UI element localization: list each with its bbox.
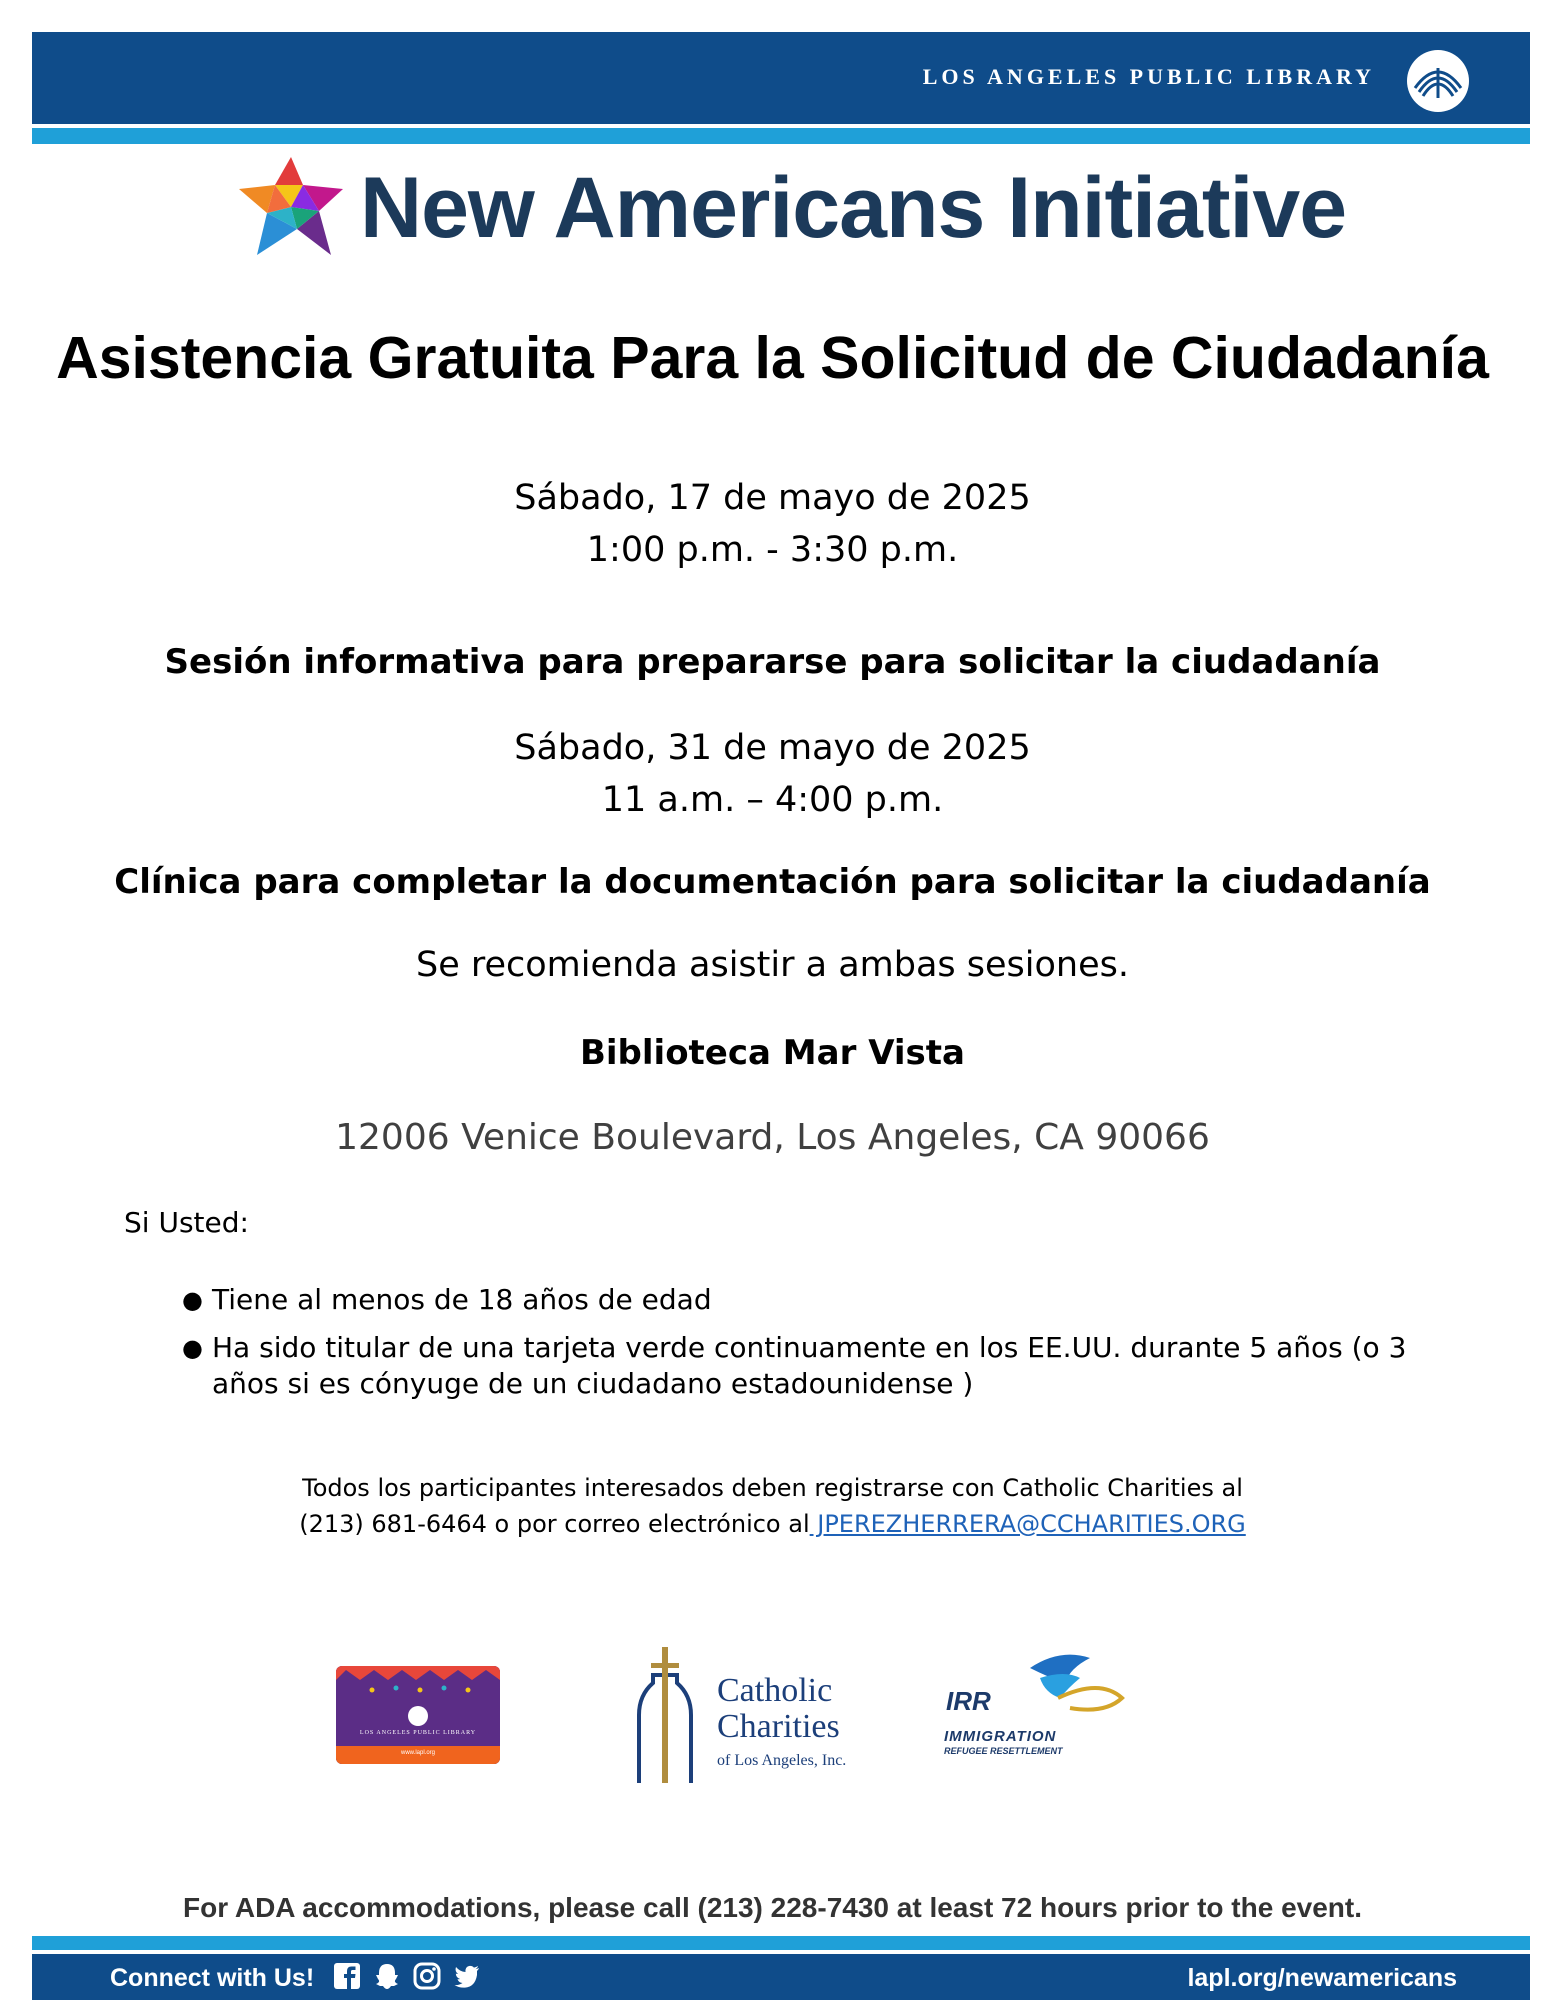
eligibility-list [182,1282,1452,1414]
eligibility-heading: Si Usted: [124,1206,249,1239]
bullet-icon: ● [182,1334,203,1362]
lapl-card-name: LOS ANGELES PUBLIC LIBRARY [359,1730,477,1736]
irr-logo [940,1648,1130,1768]
multicolor-star-icon [235,155,347,259]
session2-name: Clínica para completar la documentación para solicitar la ciudadanía [114,862,1431,902]
irr-line1: IMMIGRATION [944,1728,1057,1745]
footer-stripe [32,1936,1530,1950]
registration-line1: Todos los participantes interesados deben registrarse con Catholic Charities al [302,1474,1243,1502]
cc-subtitle: of Los Angeles, Inc. [717,1752,847,1769]
catholic-charities-logo [625,1645,865,1785]
initiative-title: New Americans Initiative [360,160,1347,256]
session1-date: Sábado, 17 de mayo de 2025 [514,478,1031,518]
session1-name: Sesión informativa para prepararse para solicitar la ciudadanía [164,642,1381,682]
list-item [182,1330,1452,1402]
recommendation-text: Se recomienda asistir a ambas sesiones. [416,945,1129,985]
bullet-icon: ● [182,1286,203,1314]
registration-line2-wrap [0,1506,1545,1542]
registration-line2: (213) 681-6464 o por correo electrónico al [299,1510,810,1538]
venue-address: 12006 Venice Boulevard, Los Angeles, CA 90066 [335,1117,1210,1158]
eligibility-item: Tiene al menos de 18 años de edad [212,1283,712,1316]
lapl-arc-logo-icon [1405,48,1471,114]
cc-word2: Charities [717,1708,840,1745]
ada-notice: For ADA accommodations, please call (213) 228-7430 at least 72 hours prior to the event. [183,1892,1362,1923]
venue-name: Biblioteca Mar Vista [579,1033,965,1073]
cross-arch-icon [625,1645,705,1785]
snapchat-icon[interactable] [373,1962,401,1990]
event-title: Asistencia Gratuita Para la Solicitud de Ciudadanía [56,325,1489,391]
session2-date: Sábado, 31 de mayo de 2025 [514,728,1031,768]
lapl-library-card-logo [336,1666,500,1764]
session2-time: 11 a.m. – 4:00 p.m. [601,780,944,820]
lapl-card-url: www.lapl.org [400,1750,435,1756]
instagram-icon[interactable] [413,1962,441,1990]
registration-info [0,1470,1545,1542]
irr-line2: REFUGEE RESETTLEMENT [944,1746,1063,1756]
session1-time: 1:00 p.m. - 3:30 p.m. [586,530,959,570]
library-name: LOS ANGELES PUBLIC LIBRARY [922,64,1375,89]
irr-abbrev: IRR [946,1686,991,1716]
twitter-icon[interactable] [453,1962,481,1990]
header-stripe [32,128,1530,144]
social-icons [333,1962,481,1990]
website-link[interactable]: lapl.org/newamericans [1187,1964,1457,1992]
eligibility-item: Ha sido titular de una tarjeta verde continuamente en los EE.UU. durante 5 años (o 3 años si es cónyuge de un ciudadano estadounidense ) [212,1331,1407,1400]
cc-word1: Catholic [717,1672,833,1709]
connect-label: Connect with Us! [110,1964,315,1992]
facebook-icon[interactable] [333,1962,361,1990]
list-item [182,1282,1452,1318]
email-link[interactable]: JPEREZHERRERA@CCHARITIES.ORG [809,1510,1246,1538]
